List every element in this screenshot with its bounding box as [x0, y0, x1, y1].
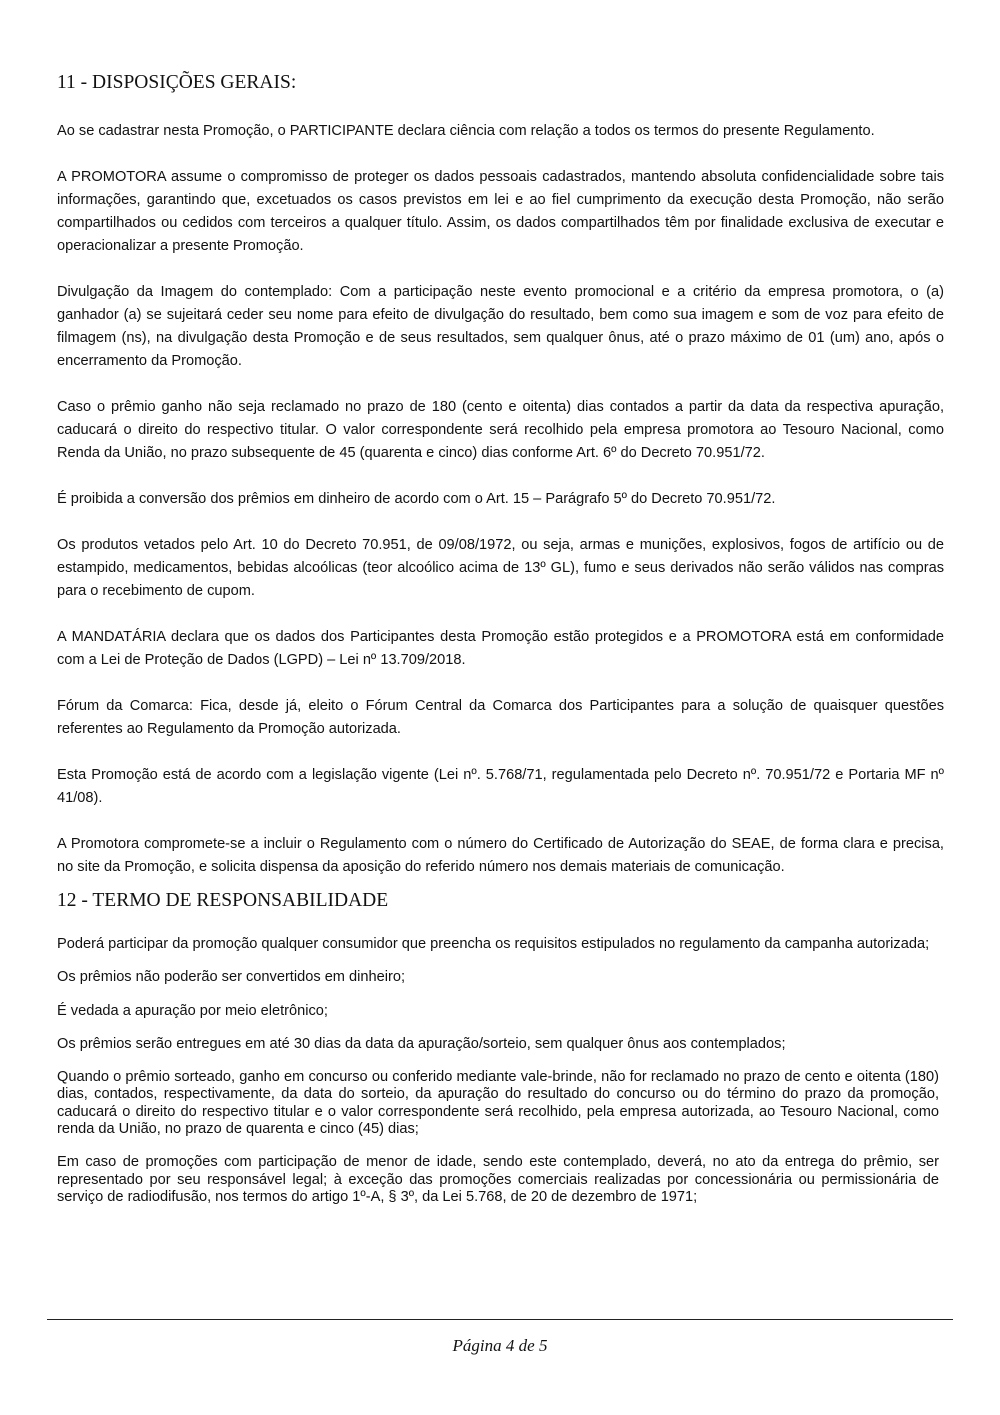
- paragraph: É vedada a apuração por meio eletrônico;: [57, 1002, 328, 1019]
- section-11-heading: 11 - DISPOSIÇÕES GERAIS:: [57, 72, 297, 93]
- paragraph: Caso o prêmio ganho não seja reclamado no prazo de 180 (cento e oitenta) dias contados a partir da data da respectiva apuração, caducará o direito do respectivo titular. O valor correspondente será recolhido pela empresa promotora ao Tesouro Nacional, como Renda da União, no prazo subsequente de 45 (quarenta e cinco) dias conforme Art. 6º do Decreto 70.951/72.: [57, 399, 944, 461]
- paragraph: Fórum da Comarca: Fica, desde já, eleito o Fórum Central da Comarca dos Participantes para a solução de quaisquer questões referentes ao Regulamento da Promoção autorizada.: [57, 698, 944, 737]
- footer-divider: [47, 1319, 953, 1320]
- paragraph: Os produtos vetados pelo Art. 10 do Decreto 70.951, de 09/08/1972, ou seja, armas e munições, explosivos, fogos de artifício ou de estampido, medicamentos, bebidas alcoólicas (teor alcoólico acima de 13º GL), fumo e seus derivados não serão válidos nas compras para o recebimento de cupom.: [57, 537, 944, 599]
- paragraph: Ao se cadastrar nesta Promoção, o PARTICIPANTE declara ciência com relação a todos os termos do presente Regulamento.: [57, 123, 875, 139]
- paragraph: Em caso de promoções com participação de menor de idade, sendo este contemplado, deverá, no ato da entrega do prêmio, ser representado por seu responsável legal; à exceção das promoções comerciais realizadas por concessionária ou permissionária de serviço de radiodifusão, nos termos do artigo 1º-A, § 3º, da Lei 5.768, de 20 de dezembro de 1971;: [57, 1154, 939, 1205]
- section-11-body: [57, 120, 944, 902]
- paragraph: A PROMOTORA assume o compromisso de proteger os dados pessoais cadastrados, mantendo absoluta confidencialidade sobre tais informações, garantindo que, excetuados os casos previstos em lei e ao fiel cumprimento da execução desta Promoção, não serão compartilhados ou cedidos com terceiros a qualquer título. Assim, os dados compartilhados têm por finalidade exclusiva de executar e operacionalizar a presente Promoção.: [57, 169, 944, 254]
- paragraph: A MANDATÁRIA declara que os dados dos Participantes desta Promoção estão protegidos e a PROMOTORA está em conformidade com a Lei de Proteção de Dados (LGPD) – Lei nº 13.709/2018.: [57, 629, 944, 668]
- paragraph: A Promotora compromete-se a incluir o Regulamento com o número do Certificado de Autorização do SEAE, de forma clara e precisa, no site da Promoção, e solicita dispensa da aposição do referido número nos demais materiais de comunicação.: [57, 836, 944, 875]
- paragraph: Os prêmios serão entregues em até 30 dias da data da apuração/sorteio, sem qualquer ônus aos contemplados;: [57, 1035, 786, 1052]
- paragraph: Esta Promoção está de acordo com a legislação vigente (Lei nº. 5.768/71, regulamentada pelo Decreto nº. 70.951/72 e Portaria MF nº 41/08).: [57, 767, 944, 806]
- paragraph: Quando o prêmio sorteado, ganho em concurso ou conferido mediante vale-brinde, não for reclamado no prazo de cento e oitenta (180) dias, contados, respectivamente, da data do sorteio, da apuração do resultado do concurso ou do término do prazo da promoção, caducará o direito do respectivo titular e o valor correspondente será recolhido, pela empresa autorizada, ao Tesouro Nacional, como renda da União, no prazo de quarenta e cinco (45) dias;: [57, 1069, 939, 1138]
- page-number: Página 4 de 5: [452, 1336, 548, 1355]
- paragraph: Os prêmios não poderão ser convertidos em dinheiro;: [57, 969, 405, 986]
- paragraph: Divulgação da Imagem do contemplado: Com a participação neste evento promocional e a critério da empresa promotora, o (a) ganhador (a) se sujeitará ceder seu nome para efeito de divulgação do resultado, bem como sua imagem e som de voz para efeito de filmagem (ns), na divulgação desta Promoção e de seus resultados, sem qualquer ônus, até o prazo máximo de 01 (um) ano, após o encerramento da Promoção.: [57, 284, 944, 369]
- section-12-heading: 12 - TERMO DE RESPONSABILIDADE: [57, 890, 389, 911]
- paragraph: Poderá participar da promoção qualquer consumidor que preencha os requisitos estipulados no regulamento da campanha autorizada;: [57, 936, 930, 952]
- paragraph: É proibida a conversão dos prêmios em dinheiro de acordo com o Art. 15 – Parágrafo 5º do Decreto 70.951/72.: [57, 491, 776, 507]
- section-12-body: [57, 936, 939, 1222]
